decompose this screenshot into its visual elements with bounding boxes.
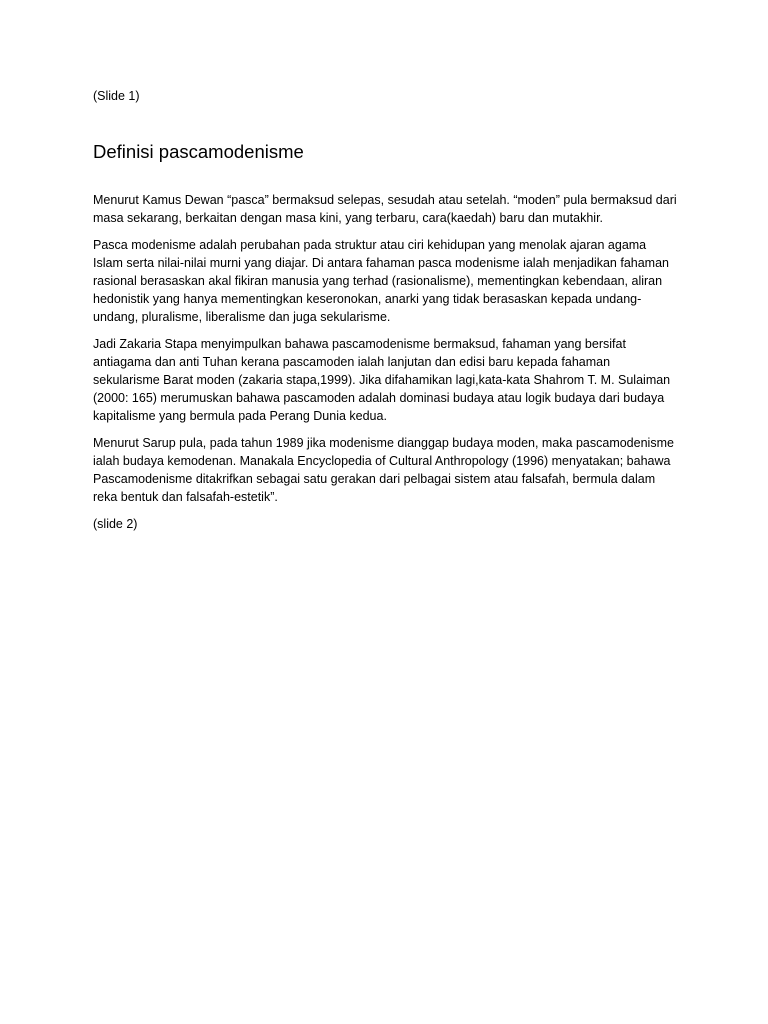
document-body [93, 87, 678, 533]
paragraph-sarup: Menurut Sarup pula, pada tahun 1989 jika modenisme dianggap budaya moden, maka pascamodenisme ialah budaya kemodenan. Manakala Encyclopedia of Cultural Anthropology (1996) menyatakan; bahawa Pascamodenisme ditakrifkan sebagai satu gerakan dari pelbagai sistem atau falsafah, bermula dalam reka bentuk dan falsafah-estetik”. [93, 436, 674, 504]
page-title: Definisi pascamodenisme [93, 141, 304, 162]
slide-1-label: (Slide 1) [93, 89, 140, 103]
paragraph-zakaria-stapa: Jadi Zakaria Stapa menyimpulkan bahawa pascamodenisme bermaksud, fahaman yang bersifat antiagama dan anti Tuhan kerana pascamoden ialah lanjutan dan edisi baru kepada fahaman sekularisme Barat moden (zakaria stapa,1999). Jika difahamikan lagi,kata-kata Shahrom T. M. Sulaiman (2000: 165) merumuskan bahawa pascamoden adalah dominasi budaya atau logik budaya dari budaya kapitalisme yang bermula pada Perang Dunia kedua. [93, 337, 671, 423]
slide-2-label: (slide 2) [93, 517, 138, 531]
paragraph-pasca-modenisme: Pasca modenisme adalah perubahan pada struktur atau ciri kehidupan yang menolak ajaran agama Islam serta nilai-nilai murni yang diajar. Di antara fahaman pasca modenisme ialah menjadikan fahaman rasional berasaskan akal fikiran manusia yang terhad (rasionalisme), mementingkan kebendaan, aliran hedonistik yang hanya mementingkan keseronokan, anarki yang tidak berasaskan kepada undang-undang, pluralisme, liberalisme dan juga sekularisme. [93, 238, 669, 324]
paragraph-kamus-dewan: Menurut Kamus Dewan “pasca” bermaksud selepas, sesudah atau setelah. “moden” pula bermaksud dari masa sekarang, berkaitan dengan masa kini, yang terbaru, cara(kaedah) baru dan mutakhir. [93, 193, 677, 225]
